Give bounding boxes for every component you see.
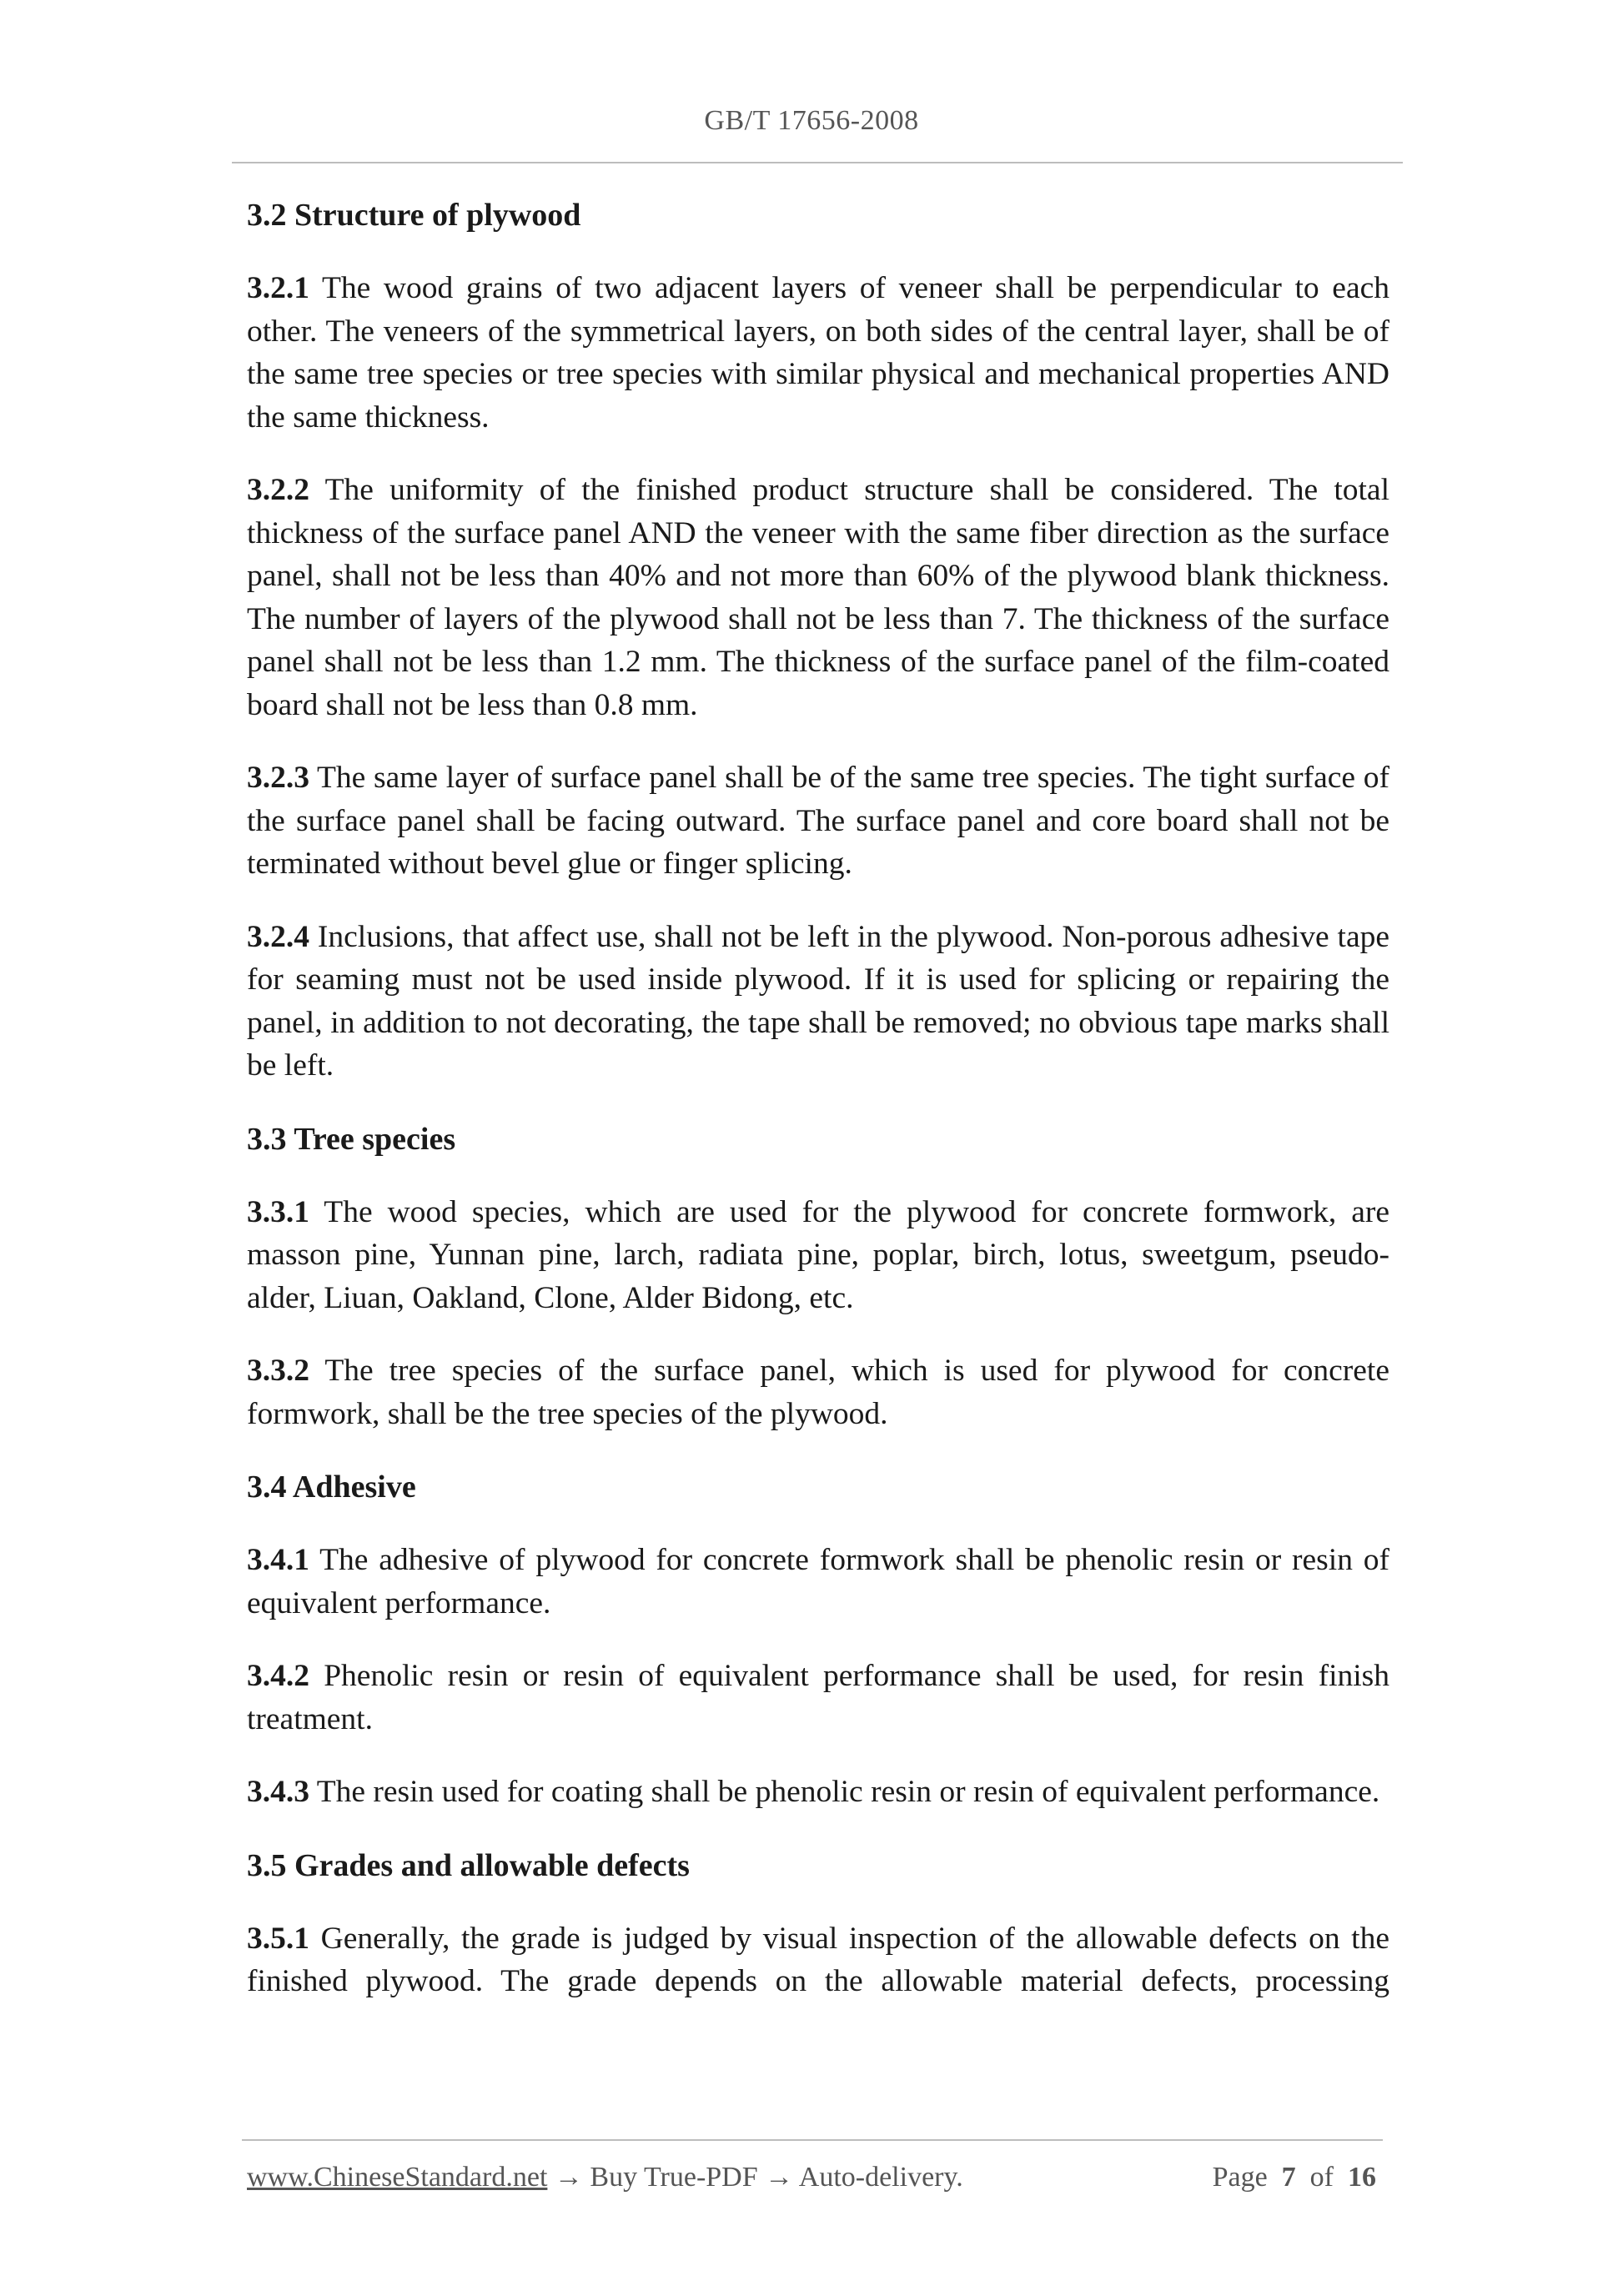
header-divider	[232, 162, 1403, 163]
arrow-right-icon: →	[757, 2162, 799, 2193]
clause-text: The wood species, which are used for the plywood for concrete formwork, are masson pine, Yunnan pine, larch, radiata pine, poplar, birch, lotus, sweetgum, pseudo-alder, Liuan, Oakland, Clone, Alder Bidong, etc.	[247, 1194, 1389, 1315]
document-body	[247, 193, 1389, 2033]
total-pages: 16	[1348, 2162, 1376, 2193]
section-heading-3-5: 3.5 Grades and allowable defects	[247, 1847, 690, 1883]
page-indicator	[1213, 2162, 1376, 2193]
clause-number: 3.4.1	[247, 1543, 309, 1577]
clause-text: The wood grains of two adjacent layers of veneer shall be perpendicular to each other. The veneers of the symmetrical layers, on both sides of the central layer, shall be of the same tree species or tree species with similar physical and mechanical properties AND the same thickness.	[247, 271, 1389, 435]
clause-number: 3.3.1	[247, 1194, 309, 1229]
clause-number: 3.5.1	[247, 1921, 309, 1956]
clause-number: 3.4.2	[247, 1659, 309, 1693]
section-heading-3-2: 3.2 Structure of plywood	[247, 198, 581, 233]
clause-3-4-1	[247, 1539, 1389, 1625]
clause-text: The uniformity of the finished product structure shall be considered. The total thickness of the surface panel AND the veneer with the same fiber direction as the surface panel, shall not be less than 40% and not more than 60% of the plywood blank thickness. The number of layers of the plywood shall not be less than 7. The thickness of the surface panel shall not be less than 1.2 mm. The thickness of the surface panel of the film-coated board shall not be less than 0.8 mm.	[247, 473, 1389, 722]
page-label: Page	[1212, 2162, 1268, 2193]
auto-delivery-text: Auto-delivery.	[798, 2162, 963, 2193]
clause-3-3-2	[247, 1349, 1389, 1435]
website-link[interactable]: www.ChineseStandard.net	[247, 2162, 548, 2193]
document-id: GB/T 17656-2008	[704, 105, 919, 136]
clause-3-3-1	[247, 1191, 1389, 1320]
clause-text: The adhesive of plywood for concrete formwork shall be phenolic resin or resin of equivalent performance.	[247, 1543, 1389, 1620]
clause-text: Phenolic resin or resin of equivalent performance shall be used, for resin finish treatment.	[247, 1659, 1389, 1736]
clause-3-2-2	[247, 469, 1389, 726]
clause-3-5-1	[247, 1917, 1389, 2003]
section-heading-3-4: 3.4 Adhesive	[247, 1470, 416, 1505]
footer-divider	[242, 2139, 1383, 2141]
clause-number: 3.2.1	[247, 271, 309, 305]
clause-number: 3.2.2	[247, 473, 309, 507]
footer-promo	[247, 2162, 963, 2193]
arrow-right-icon: →	[547, 2162, 590, 2193]
clause-number: 3.3.2	[247, 1354, 309, 1388]
current-page: 7	[1281, 2162, 1296, 2193]
section-heading-3-3: 3.3 Tree species	[247, 1121, 456, 1157]
buy-pdf-text: Buy True-PDF	[590, 2162, 758, 2193]
clause-3-2-4	[247, 916, 1389, 1088]
clause-number: 3.4.3	[247, 1775, 309, 1809]
clause-text: The tree species of the surface panel, which is used for plywood for concrete formwork, shall be the tree species of the plywood.	[247, 1354, 1389, 1431]
clause-3-4-3	[247, 1771, 1389, 1814]
clause-text: The resin used for coating shall be phenolic resin or resin of equivalent performance.	[309, 1775, 1380, 1809]
clause-3-2-3	[247, 756, 1389, 886]
page-of-label: of	[1309, 2162, 1334, 2193]
page-header	[0, 105, 1623, 137]
clause-number: 3.2.3	[247, 761, 309, 795]
clause-text: Inclusions, that affect use, shall not be left in the plywood. Non-porous adhesive tape for seaming must not be used inside plywood. If it is used for splicing or repairing the panel, in addition to not decorating, the tape shall be removed; no obvious tape marks shall be left.	[247, 919, 1389, 1083]
clause-3-2-1	[247, 267, 1389, 439]
clause-number: 3.2.4	[247, 919, 309, 954]
clause-3-4-2	[247, 1655, 1389, 1741]
clause-text: Generally, the grade is judged by visual inspection of the allowable defects on the finished plywood. The grade depends on the allowable material defects, processing	[247, 1921, 1389, 1998]
clause-text: The same layer of surface panel shall be of the same tree species. The tight surface of the surface panel shall be facing outward. The surface panel and core board shall not be terminated without bevel glue or finger splicing.	[247, 761, 1389, 881]
